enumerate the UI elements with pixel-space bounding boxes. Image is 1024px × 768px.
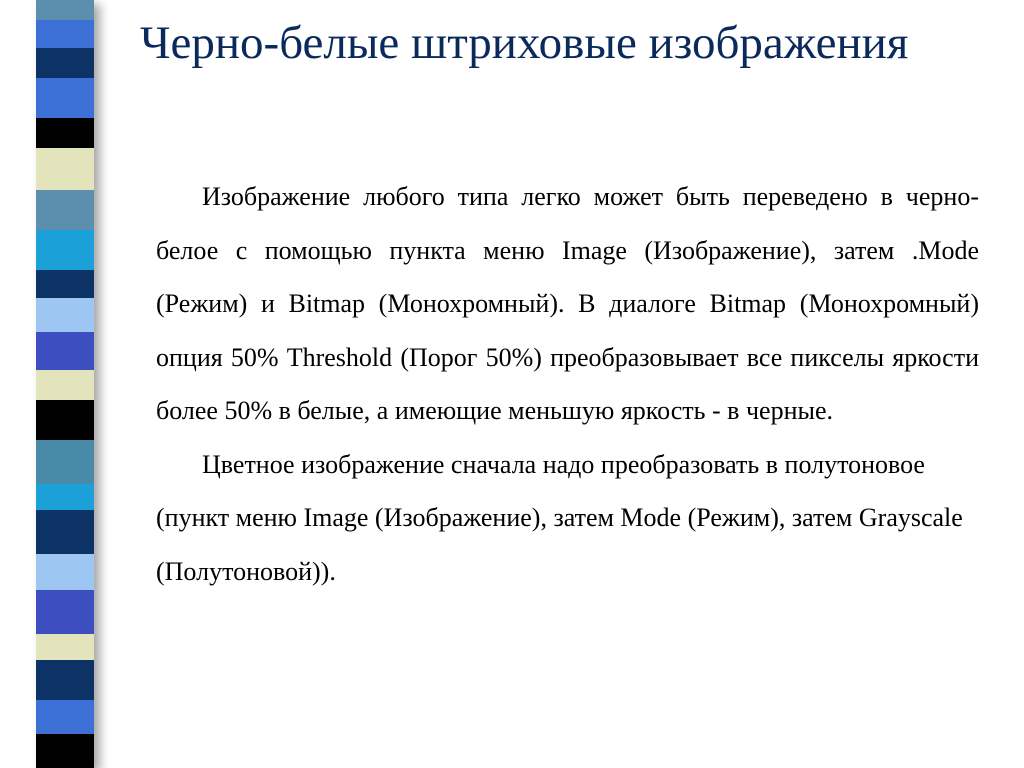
decorative-stripe-border — [0, 0, 118, 768]
slide-title: Черно-белые штриховые изображения — [140, 17, 909, 69]
stripe-graphic — [0, 0, 118, 768]
slide-body — [156, 170, 979, 598]
paragraph-bitmap-conversion: Изображение любого типа легко может быть переведено в черно-белое с помощью пункта меню Image (Изображение), затем .Mode (Режим) и Bitmap (Монохромный). В диалоге Bitmap (Монохромный) опция 50% Threshold (Порог 50%) преобразовывает все пикселы яркости более 50% в белые, а имеющие меньшую яркость - в черные. — [156, 182, 979, 425]
paragraph-grayscale-conversion: Цветное изображение сначала надо преобразовать в полутоновое (пункт меню Image (Изображение), затем Mode (Режим), затем Grayscale (Полутоновой)). — [156, 449, 963, 586]
